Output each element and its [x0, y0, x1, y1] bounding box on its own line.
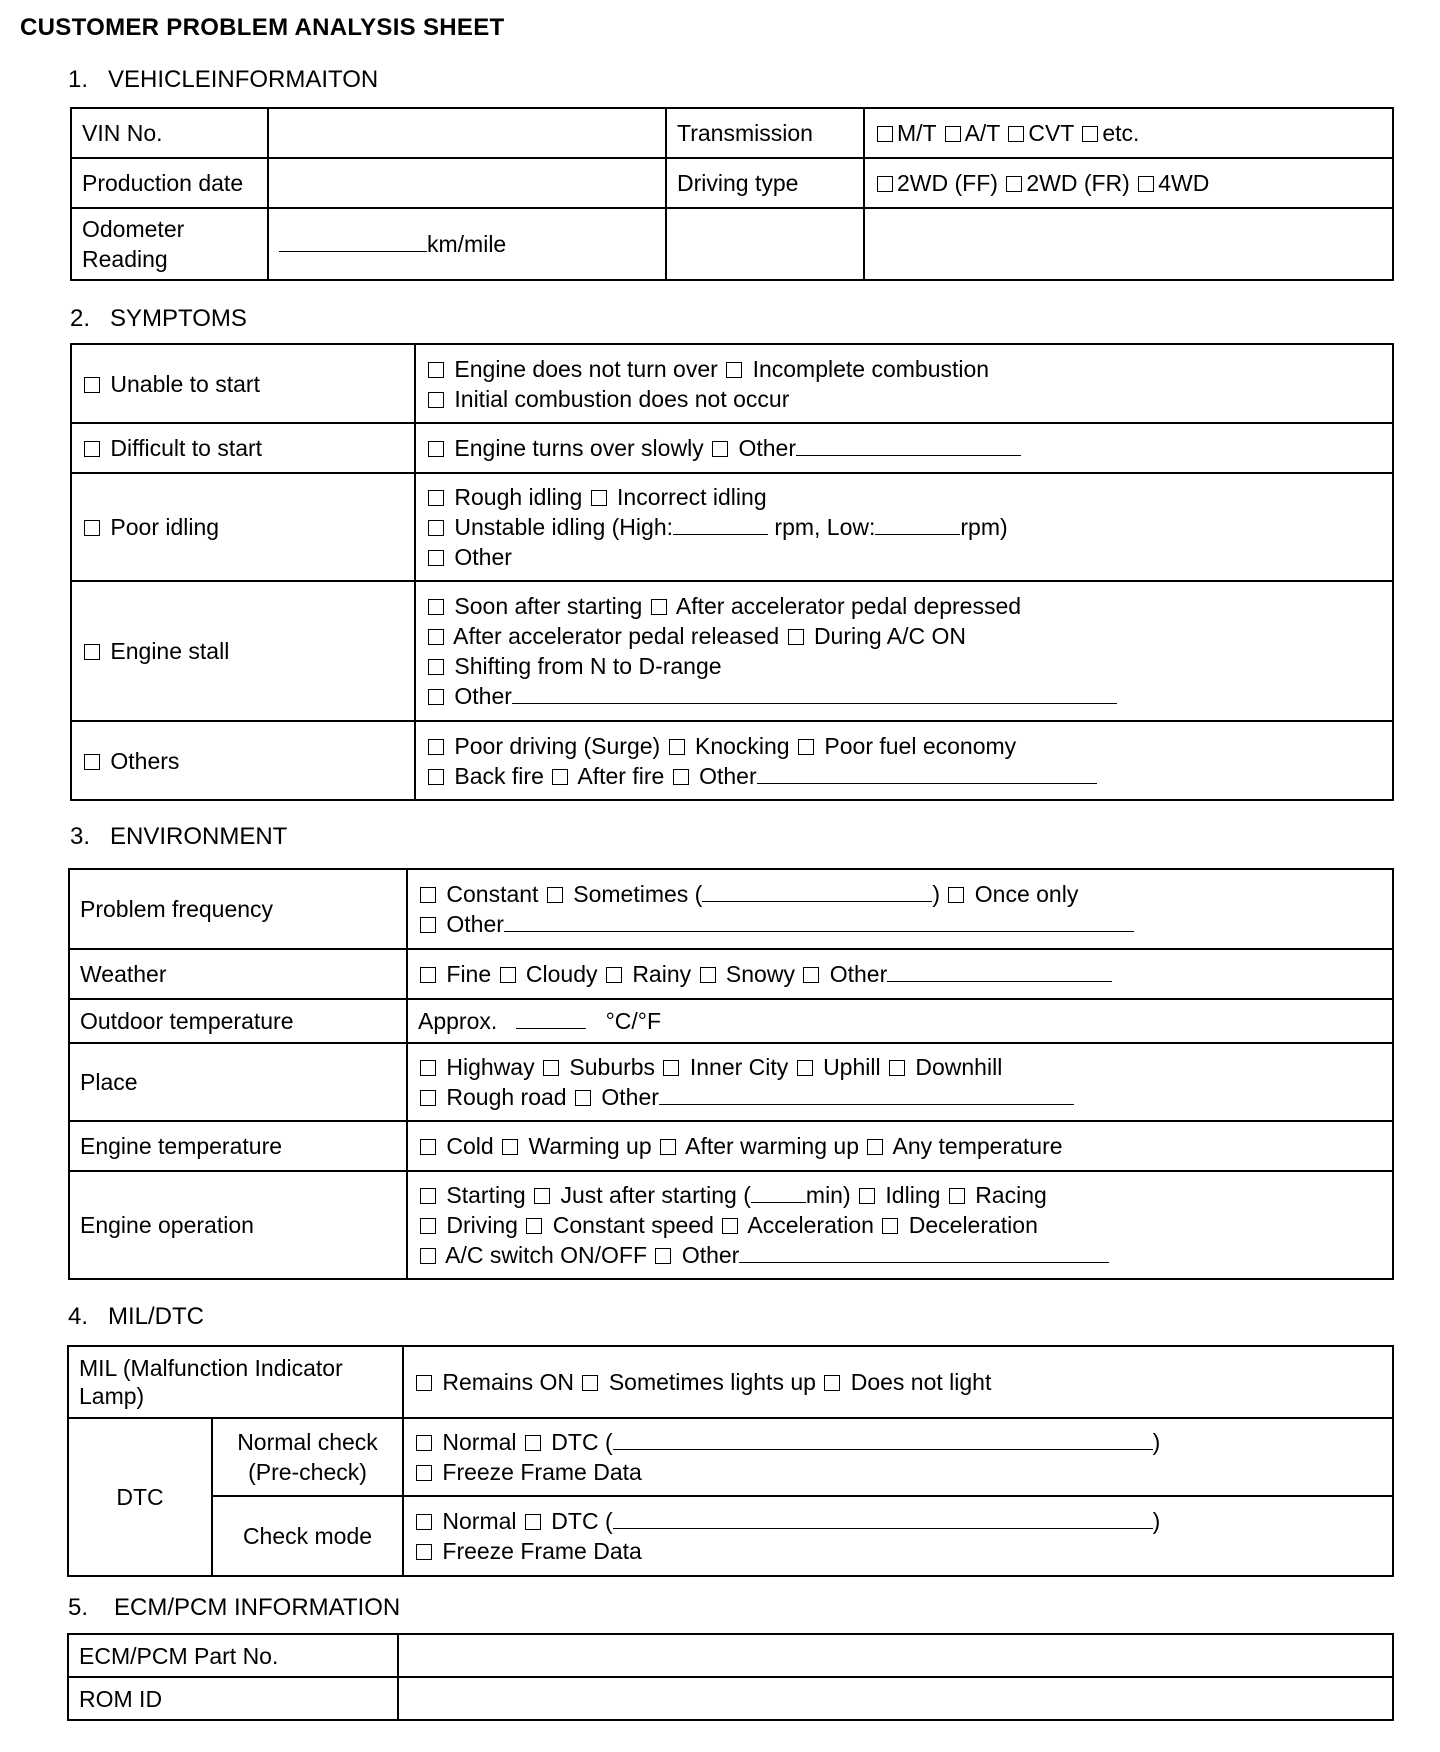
- checkbox[interactable]: [428, 629, 444, 645]
- section-number: 3.: [70, 823, 91, 850]
- checkbox[interactable]: [534, 1188, 550, 1204]
- blank-line: [512, 683, 1117, 704]
- 2wd-ff-checkbox[interactable]: [877, 176, 893, 192]
- checkbox[interactable]: [948, 887, 964, 903]
- place-options: Highway Suburbs Inner City Uphill Downhill Rough road Other: [407, 1043, 1393, 1121]
- 2wd-fr-label: 2WD (FR): [1026, 170, 1130, 196]
- checkbox[interactable]: [669, 739, 685, 755]
- checkbox[interactable]: [889, 1060, 905, 1076]
- odometer-blank: [279, 231, 427, 252]
- difficult-to-start-row: Difficult to start: [71, 423, 415, 473]
- engine-temperature-label: Engine temperature: [69, 1121, 407, 1171]
- blank-line: [613, 1508, 1153, 1529]
- blank-line: [757, 763, 1097, 784]
- checkbox[interactable]: [500, 967, 516, 983]
- checkbox[interactable]: [416, 1465, 432, 1481]
- normal-check-label: Normal check (Pre-check): [212, 1418, 403, 1496]
- symptoms-table: [70, 343, 1394, 801]
- transmission-label: Transmission: [666, 108, 864, 158]
- unable-to-start-options: Engine does not turn over Incomplete combustion Initial combustion does not occur: [415, 344, 1393, 423]
- checkbox[interactable]: [582, 1375, 598, 1391]
- checkbox[interactable]: [428, 659, 444, 675]
- checkbox[interactable]: [428, 441, 444, 457]
- blank-line: [673, 514, 768, 535]
- odometer-label: Odometer Reading: [71, 208, 268, 280]
- checkbox[interactable]: [575, 1090, 591, 1106]
- mil-options: Remains ON Sometimes lights up Does not light: [403, 1346, 1393, 1418]
- blank-line: [702, 881, 932, 902]
- etc-checkbox[interactable]: [1082, 126, 1098, 142]
- checkbox[interactable]: [428, 392, 444, 408]
- others-row: Others: [71, 721, 415, 800]
- checkbox[interactable]: [420, 1218, 436, 1234]
- checkbox[interactable]: [673, 769, 689, 785]
- transmission-options: [864, 108, 1393, 158]
- blank-line: [875, 514, 960, 535]
- section-title: ENVIRONMENT: [110, 823, 288, 850]
- at-checkbox[interactable]: [945, 126, 961, 142]
- vin-label: VIN No.: [71, 108, 268, 158]
- checkbox[interactable]: [428, 769, 444, 785]
- driving-type-label: Driving type: [666, 158, 864, 208]
- at-label: A/T: [964, 120, 1000, 146]
- checkbox[interactable]: [591, 490, 607, 506]
- others-options: Poor driving (Surge) Knocking Poor fuel economy Back fire After fire Other: [415, 721, 1393, 800]
- checkbox[interactable]: [420, 1248, 436, 1264]
- checkbox[interactable]: [824, 1375, 840, 1391]
- empty-cell: [666, 208, 864, 280]
- blank-line: [887, 961, 1112, 982]
- section-5-heading: [68, 1594, 400, 1622]
- production-date-field[interactable]: [268, 158, 666, 208]
- checkbox[interactable]: [859, 1188, 875, 1204]
- checkbox[interactable]: [882, 1218, 898, 1234]
- difficult-to-start-checkbox[interactable]: [84, 441, 100, 457]
- checkbox[interactable]: [606, 967, 622, 983]
- check-mode-options: Normal DTC ( ) Freeze Frame Data: [403, 1496, 1393, 1576]
- engine-operation-options: Starting Just after starting ( min) Idling Racing Driving Constant speed Acceleration Deceleration A/C switch ON/OFF Other: [407, 1171, 1393, 1279]
- blank-line: [796, 435, 1021, 456]
- outdoor-temperature-label: Outdoor temperature: [69, 999, 407, 1043]
- checkbox[interactable]: [416, 1544, 432, 1560]
- section-3-heading: [70, 823, 287, 851]
- poor-idling-row: Poor idling: [71, 473, 415, 581]
- blank-line[interactable]: [516, 1008, 586, 1029]
- checkbox[interactable]: [420, 1060, 436, 1076]
- ecm-part-field[interactable]: [398, 1634, 1393, 1677]
- checkbox[interactable]: [547, 887, 563, 903]
- checkbox[interactable]: [788, 629, 804, 645]
- odometer-unit: km/mile: [427, 231, 507, 257]
- checkbox[interactable]: [420, 1090, 436, 1106]
- checkbox[interactable]: [700, 967, 716, 983]
- checkbox[interactable]: [416, 1435, 432, 1451]
- rom-id-label: ROM ID: [68, 1677, 398, 1720]
- section-title: VEHICLEINFORMAITON: [108, 66, 379, 93]
- problem-frequency-options: Constant Sometimes ( ) Once only Other: [407, 869, 1393, 949]
- etc-label: etc.: [1102, 120, 1140, 146]
- ecm-pcm-table: [67, 1633, 1394, 1721]
- checkbox[interactable]: [798, 739, 814, 755]
- engine-operation-label: Engine operation: [69, 1171, 407, 1279]
- checkbox[interactable]: [525, 1514, 541, 1530]
- checkbox[interactable]: [525, 1435, 541, 1451]
- section-title: ECM/PCM INFORMATION: [114, 1594, 401, 1621]
- checkbox[interactable]: [428, 520, 444, 536]
- checkbox[interactable]: [526, 1218, 542, 1234]
- checkbox[interactable]: [428, 490, 444, 506]
- checkbox[interactable]: [420, 917, 436, 933]
- unable-to-start-row: Unable to start: [71, 344, 415, 423]
- others-checkbox[interactable]: [84, 754, 100, 770]
- checkbox[interactable]: [663, 1060, 679, 1076]
- checkbox[interactable]: [726, 362, 742, 378]
- section-2-heading: [70, 305, 247, 333]
- section-number: 5.: [68, 1594, 89, 1621]
- mt-label: M/T: [897, 120, 937, 146]
- checkbox[interactable]: [651, 599, 667, 615]
- poor-idling-checkbox[interactable]: [84, 520, 100, 536]
- difficult-to-start-options: Engine turns over slowly Other: [415, 423, 1393, 473]
- outdoor-temperature-options: Approx. °C/°F: [407, 999, 1393, 1043]
- checkbox[interactable]: [712, 441, 728, 457]
- engine-stall-row: Engine stall: [71, 581, 415, 721]
- cvt-checkbox[interactable]: [1008, 126, 1024, 142]
- checkbox[interactable]: [655, 1248, 671, 1264]
- mil-dtc-table: [67, 1345, 1394, 1577]
- engine-stall-checkbox[interactable]: [84, 644, 100, 660]
- blank-line: [613, 1429, 1153, 1450]
- checkbox[interactable]: [416, 1514, 432, 1530]
- checkbox[interactable]: [420, 887, 436, 903]
- production-date-label: Production date: [71, 158, 268, 208]
- checkbox[interactable]: [867, 1139, 883, 1155]
- 2wd-ff-label: 2WD (FF): [897, 170, 998, 196]
- section-title: SYMPTOMS: [110, 305, 247, 332]
- checkbox[interactable]: [803, 967, 819, 983]
- check-mode-label: Check mode: [212, 1496, 403, 1576]
- environment-table: [68, 868, 1394, 1280]
- weather-label: Weather: [69, 949, 407, 999]
- checkbox[interactable]: [428, 362, 444, 378]
- blank-line: [504, 911, 1134, 932]
- checkbox[interactable]: [428, 689, 444, 705]
- checkbox[interactable]: [428, 550, 444, 566]
- checkbox[interactable]: [428, 599, 444, 615]
- section-4-heading: [68, 1303, 204, 1331]
- normal-check-options: Normal DTC ( ) Freeze Frame Data: [403, 1418, 1393, 1496]
- section-number: 2.: [70, 305, 91, 332]
- odometer-field[interactable]: [268, 208, 666, 280]
- ecm-part-label: ECM/PCM Part No.: [68, 1634, 398, 1677]
- driving-type-options: [864, 158, 1393, 208]
- weather-options: Fine Cloudy Rainy Snowy Other: [407, 949, 1393, 999]
- checkbox[interactable]: [660, 1139, 676, 1155]
- section-number: 4.: [68, 1303, 89, 1330]
- mil-label: MIL (Malfunction Indicator Lamp): [68, 1346, 403, 1418]
- checkbox[interactable]: [502, 1139, 518, 1155]
- blank-line: [659, 1084, 1074, 1105]
- 2wd-fr-checkbox[interactable]: [1006, 176, 1022, 192]
- section-1-heading: [68, 66, 378, 94]
- unable-to-start-checkbox[interactable]: [84, 377, 100, 393]
- checkbox[interactable]: [428, 739, 444, 755]
- checkbox[interactable]: [722, 1218, 738, 1234]
- blank-line: [751, 1182, 806, 1203]
- place-label: Place: [69, 1043, 407, 1121]
- section-number: 1.: [68, 66, 89, 93]
- empty-cell: [864, 208, 1393, 280]
- section-title: MIL/DTC: [108, 1303, 204, 1330]
- vin-field[interactable]: [268, 108, 666, 158]
- sheet-title: CUSTOMER PROBLEM ANALYSIS SHEET: [20, 14, 505, 41]
- dtc-label: DTC: [68, 1418, 212, 1576]
- problem-frequency-label: Problem frequency: [69, 869, 407, 949]
- poor-idling-options: Rough idling Incorrect idling Unstable idling (High: rpm, Low: rpm) Other: [415, 473, 1393, 581]
- checkbox[interactable]: [797, 1060, 813, 1076]
- checkbox[interactable]: [949, 1188, 965, 1204]
- vehicle-info-table: [70, 107, 1394, 281]
- checkbox[interactable]: [420, 1139, 436, 1155]
- checkbox[interactable]: [420, 1188, 436, 1204]
- checkbox[interactable]: [420, 967, 436, 983]
- blank-line: [739, 1242, 1109, 1263]
- 4wd-checkbox[interactable]: [1138, 176, 1154, 192]
- mt-checkbox[interactable]: [877, 126, 893, 142]
- checkbox[interactable]: [543, 1060, 559, 1076]
- engine-stall-options: Soon after starting After accelerator pedal depressed After accelerator pedal released During A/C ON Shifting from N to D-range Other: [415, 581, 1393, 721]
- checkbox[interactable]: [552, 769, 568, 785]
- cvt-label: CVT: [1028, 120, 1074, 146]
- 4wd-label: 4WD: [1158, 170, 1210, 196]
- rom-id-field[interactable]: [398, 1677, 1393, 1720]
- engine-temperature-options: Cold Warming up After warming up Any temperature: [407, 1121, 1393, 1171]
- checkbox[interactable]: [416, 1375, 432, 1391]
